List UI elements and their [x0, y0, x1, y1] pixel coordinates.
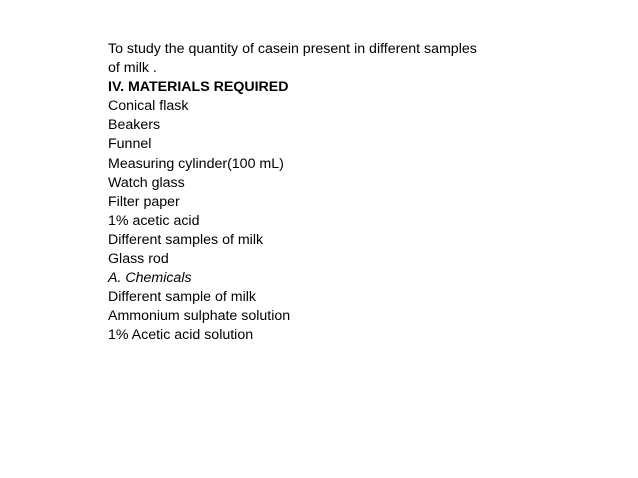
chemical-item: Different sample of milk: [108, 289, 256, 306]
material-item: 1% acetic acid: [108, 212, 200, 229]
material-item: Measuring cylinder(100 mL): [108, 155, 284, 172]
aim-text-line-1: To study the quantity of casein present in different samples: [108, 41, 477, 57]
material-item: Different samples of milk: [108, 231, 264, 248]
material-item: Funnel: [108, 136, 152, 153]
material-item: Glass rod: [108, 251, 169, 268]
materials-heading: IV. MATERIALS REQUIRED: [108, 79, 289, 96]
aim-text-line-2: of milk .: [108, 60, 157, 77]
slide-content: [108, 40, 538, 346]
chemicals-heading: A. Chemicals: [108, 270, 192, 287]
chemical-item: Ammonium sulphate solution: [108, 308, 291, 325]
material-item: Watch glass: [108, 174, 185, 191]
chemical-item: 1% Acetic acid solution: [108, 327, 254, 344]
material-item: Filter paper: [108, 193, 180, 210]
material-item: Conical flask: [108, 98, 189, 115]
material-item: Beakers: [108, 117, 161, 134]
